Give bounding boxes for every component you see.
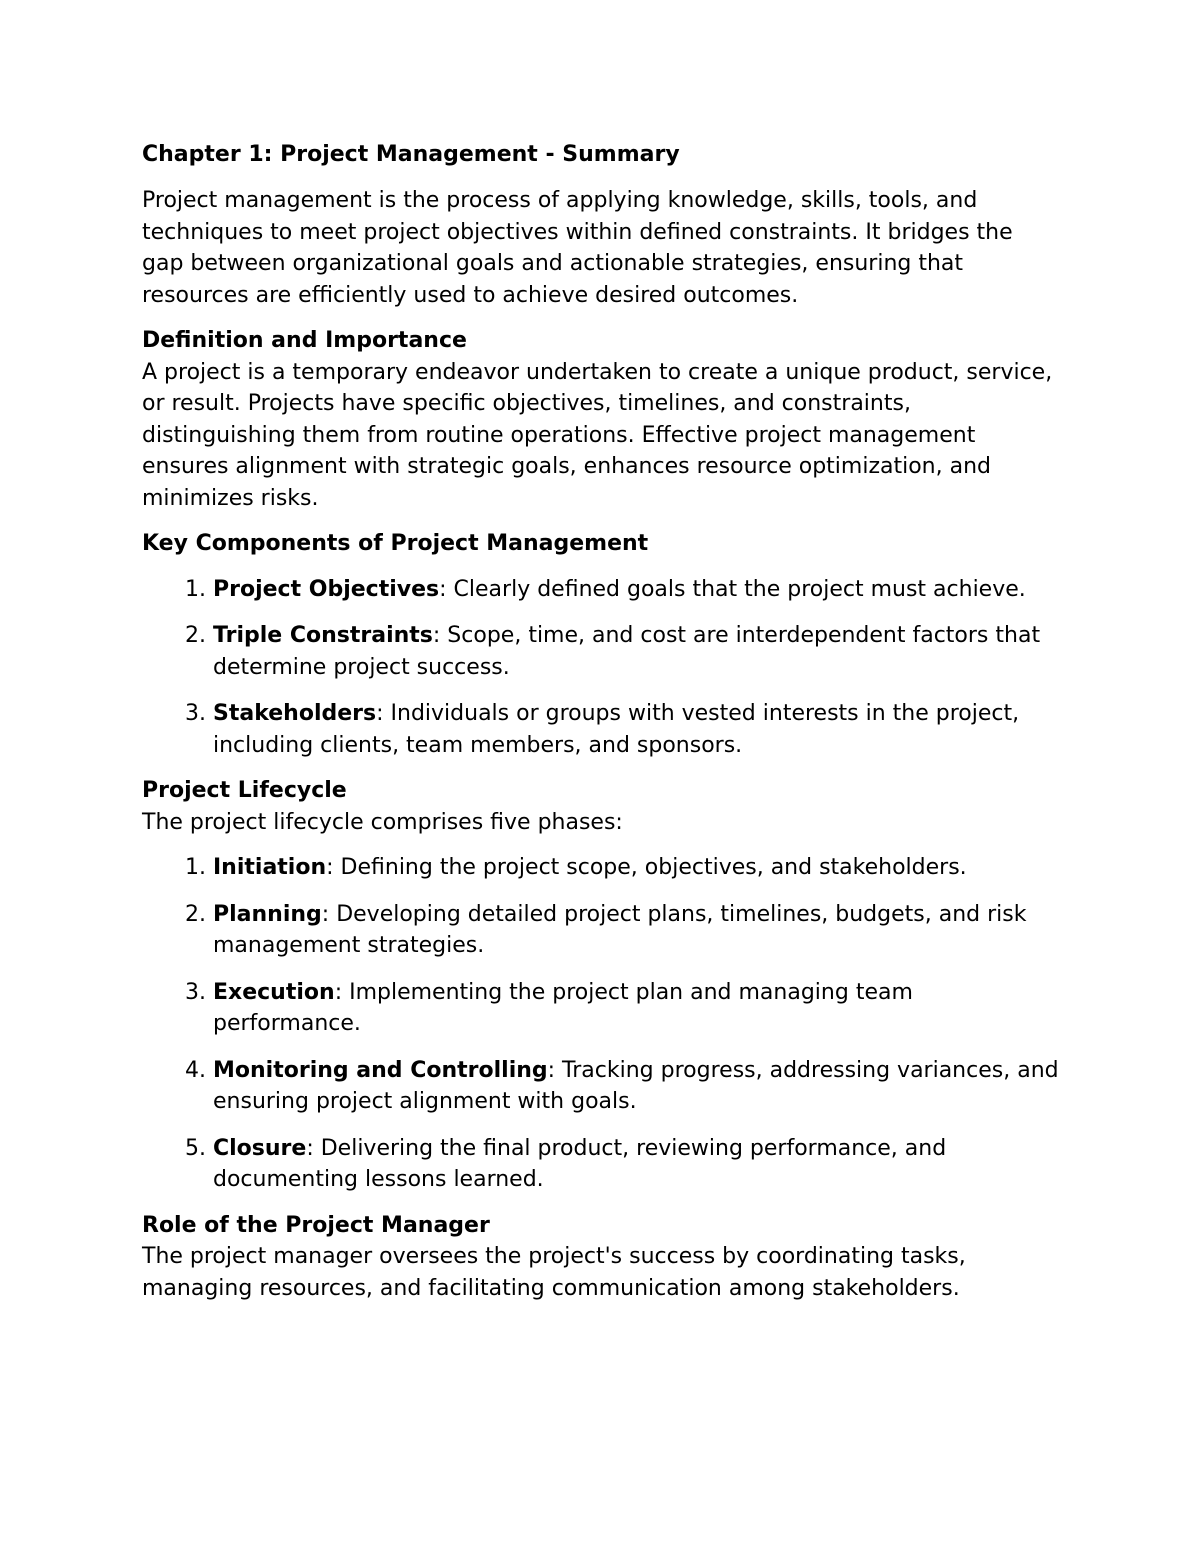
role-body: The project manager oversees the project's success by coordinating tasks, managing resources, and facilitating communication among stakeholders. <box>142 1244 966 1301</box>
document-title: Chapter 1: Project Management - Summary <box>142 142 680 167</box>
list-item-term: Initiation <box>213 855 327 880</box>
list-item-term: Closure <box>213 1135 307 1161</box>
list-item <box>213 899 1060 962</box>
lifecycle-section <box>142 775 1060 1196</box>
definition-body: A project is a temporary endeavor undertaken to create a unique product, service, or result. Projects have specific objectives, timelines, and constraints, distinguishing them from routine operations. Effective project management ensures alignment with strategic goals, enhances resource optimization, and minimizes risks. <box>142 359 1053 511</box>
list-item-term: Triple Constraints <box>213 623 433 648</box>
list-item <box>213 620 1060 683</box>
list-item <box>213 852 1060 884</box>
list-item <box>213 574 1060 606</box>
role-heading: Role of the Project Manager <box>142 1212 490 1238</box>
list-item-text: : Individuals or groups with vested interests in the project, including clients, team members, and sponsors. <box>213 701 1020 758</box>
list-item-text: : Clearly defined goals that the project must achieve. <box>439 576 1026 602</box>
components-list <box>142 574 1060 762</box>
list-item-text: : Delivering the final product, reviewing performance, and documenting lessons learned. <box>213 1135 947 1192</box>
list-item-term: Monitoring and Controlling <box>213 1057 548 1083</box>
list-item-term: Execution <box>213 979 335 1005</box>
list-item-text: : Developing detailed project plans, timelines, budgets, and risk management strategies. <box>213 901 1027 958</box>
list-item-term: Project Objectives <box>213 576 440 602</box>
components-heading: Key Components of Project Management <box>142 531 649 556</box>
list-item <box>213 977 1060 1040</box>
lifecycle-list <box>142 852 1060 1196</box>
list-item <box>213 698 1060 761</box>
list-item-term: Planning <box>213 901 322 927</box>
list-item <box>213 1133 1060 1196</box>
list-item-term: Stakeholders <box>213 701 377 726</box>
list-item <box>213 1055 1060 1118</box>
list-item-text: : Scope, time, and cost are interdependent factors that determine project success. <box>213 623 1041 680</box>
definition-section <box>142 325 1060 514</box>
list-item-text: : Implementing the project plan and managing team performance. <box>213 979 913 1036</box>
list-item-text: : Defining the project scope, objectives, and stakeholders. <box>326 855 967 880</box>
components-section <box>142 528 1060 761</box>
role-section <box>142 1210 1060 1305</box>
list-item-text: : Tracking progress, addressing variances, and ensuring project alignment with goals. <box>213 1057 1059 1114</box>
lifecycle-intro: The project lifecycle comprises five phases: <box>142 809 623 835</box>
definition-heading: Definition and Importance <box>142 328 467 353</box>
lifecycle-heading: Project Lifecycle <box>142 778 347 803</box>
intro-paragraph: Project management is the process of applying knowledge, skills, tools, and techniques to meet project objectives within defined constraints. It bridges the gap between organizational goals and actionable strategies, ensuring that resources are efficiently used to achieve desired outcomes. <box>142 188 1013 308</box>
